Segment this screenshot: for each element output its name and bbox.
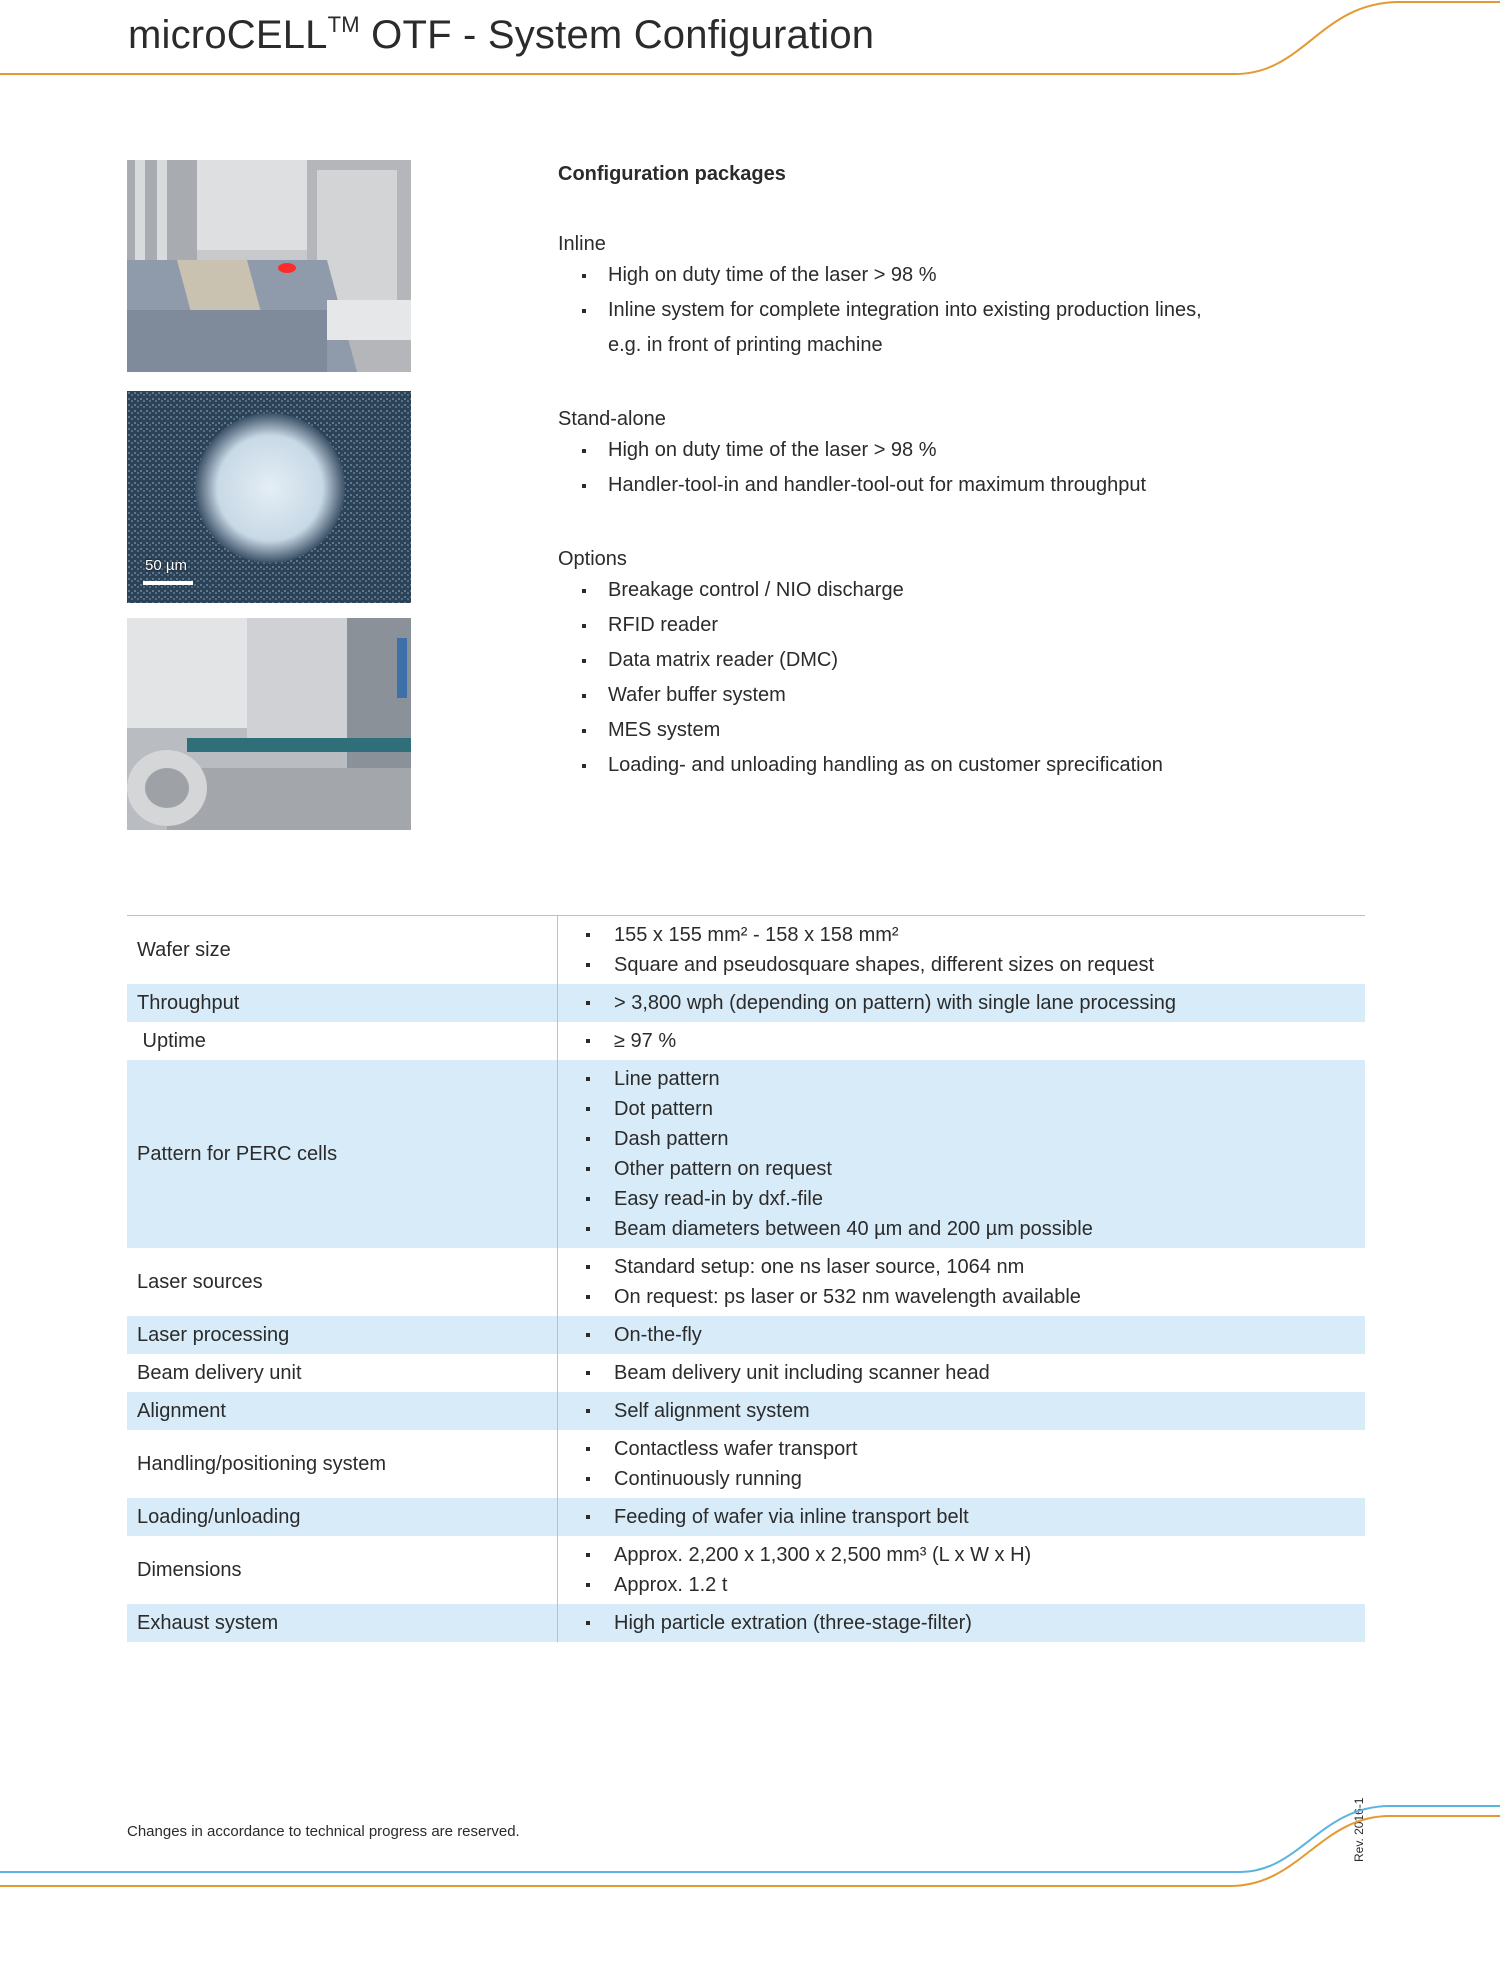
table-row bbox=[127, 1498, 1365, 1536]
row-label: Alignment bbox=[137, 1399, 226, 1422]
handling-system-photo bbox=[127, 618, 411, 830]
table-row bbox=[127, 1430, 1365, 1498]
list-item: MES system bbox=[558, 713, 1378, 748]
list-item: RFID reader bbox=[558, 608, 1378, 643]
trademark-mark: TM bbox=[327, 12, 360, 37]
row-label: Uptime bbox=[137, 1029, 206, 1052]
row-value: Square and pseudosquare shapes, different sizes on request bbox=[558, 950, 1365, 980]
row-value: Other pattern on request bbox=[558, 1154, 1365, 1184]
row-value: Self alignment system bbox=[558, 1396, 1365, 1426]
row-value: 155 x 155 mm² - 158 x 158 mm² bbox=[558, 920, 1365, 950]
row-value: On-the-fly bbox=[558, 1320, 1365, 1350]
options-list bbox=[558, 573, 1378, 783]
row-value: Beam diameters between 40 µm and 200 µm possible bbox=[558, 1214, 1365, 1244]
scale-bar bbox=[143, 581, 193, 585]
table-row bbox=[127, 1060, 1365, 1248]
list-item: Inline system for complete integration into existing production lines, bbox=[558, 293, 1378, 328]
row-value: Contactless wafer transport bbox=[558, 1434, 1365, 1464]
inline-title: Inline bbox=[558, 233, 606, 255]
row-value: Standard setup: one ns laser source, 1064 nm bbox=[558, 1252, 1365, 1282]
list-item: Handler-tool-in and handler-tool-out for maximum throughput bbox=[558, 468, 1378, 503]
title-prefix: microCELL bbox=[128, 13, 328, 57]
row-value: Beam delivery unit including scanner head bbox=[558, 1358, 1365, 1388]
list-item: Loading- and unloading handling as on customer sprecification bbox=[558, 748, 1378, 783]
table-row bbox=[127, 1316, 1365, 1354]
table-row bbox=[127, 1022, 1365, 1060]
list-item: High on duty time of the laser > 98 % bbox=[558, 433, 1378, 468]
title-suffix: OTF - System Configuration bbox=[359, 13, 875, 57]
list-item: Breakage control / NIO discharge bbox=[558, 573, 1378, 608]
table-row bbox=[127, 1248, 1365, 1316]
footer-note: Changes in accordance to technical progress are reserved. bbox=[127, 1823, 520, 1840]
list-item: High on duty time of the laser > 98 % bbox=[558, 258, 1378, 293]
row-value: Line pattern bbox=[558, 1064, 1365, 1094]
row-label: Dimensions bbox=[137, 1558, 242, 1581]
table-row bbox=[127, 984, 1365, 1022]
inline-list bbox=[558, 258, 1378, 328]
row-value: Dot pattern bbox=[558, 1094, 1365, 1124]
standalone-title: Stand-alone bbox=[558, 408, 666, 430]
row-value: Approx. 2,200 x 1,300 x 2,500 mm³ (L x W x H) bbox=[558, 1540, 1365, 1570]
row-label: Laser sources bbox=[137, 1270, 263, 1293]
row-value: High particle extration (three-stage-filter) bbox=[558, 1608, 1365, 1638]
row-label: Beam delivery unit bbox=[137, 1361, 302, 1384]
table-row bbox=[127, 1392, 1365, 1430]
row-label: Handling/positioning system bbox=[137, 1452, 387, 1475]
page-title bbox=[128, 12, 874, 58]
row-value: Continuously running bbox=[558, 1464, 1365, 1494]
row-label: Throughput bbox=[137, 991, 240, 1014]
standalone-list bbox=[558, 433, 1378, 503]
row-label: Pattern for PERC cells bbox=[137, 1142, 338, 1165]
row-value: ≥ 97 % bbox=[558, 1026, 1365, 1056]
table-row bbox=[127, 1536, 1365, 1604]
table-row bbox=[127, 1354, 1365, 1392]
row-label: Laser processing bbox=[137, 1323, 290, 1346]
configuration-packages bbox=[558, 160, 1378, 783]
row-value: Easy read-in by dxf.-file bbox=[558, 1184, 1365, 1214]
row-value: > 3,800 wph (depending on pattern) with single lane processing bbox=[558, 988, 1365, 1018]
row-value: Approx. 1.2 t bbox=[558, 1570, 1365, 1600]
config-heading: Configuration packages bbox=[558, 163, 786, 185]
scale-label: 50 µm bbox=[145, 557, 187, 574]
row-label: Loading/unloading bbox=[137, 1505, 301, 1528]
options-title: Options bbox=[558, 548, 627, 570]
row-label: Exhaust system bbox=[137, 1611, 279, 1634]
row-value: Dash pattern bbox=[558, 1124, 1365, 1154]
list-item-continuation: e.g. in front of printing machine bbox=[608, 334, 883, 356]
table-row bbox=[127, 1604, 1365, 1642]
row-label: Wafer size bbox=[127, 916, 558, 985]
list-item: Data matrix reader (DMC) bbox=[558, 643, 1378, 678]
revision-label: Rev. 2016-1 bbox=[1352, 1797, 1366, 1862]
list-item: Wafer buffer system bbox=[558, 678, 1378, 713]
laser-spot-micrograph bbox=[127, 391, 411, 603]
laser-processing-station-photo bbox=[127, 160, 411, 372]
row-value: Feeding of wafer via inline transport belt bbox=[558, 1502, 1365, 1532]
row-value: On request: ps laser or 532 nm wavelength available bbox=[558, 1282, 1365, 1312]
spec-table bbox=[127, 915, 1365, 1642]
table-row bbox=[127, 916, 1365, 985]
